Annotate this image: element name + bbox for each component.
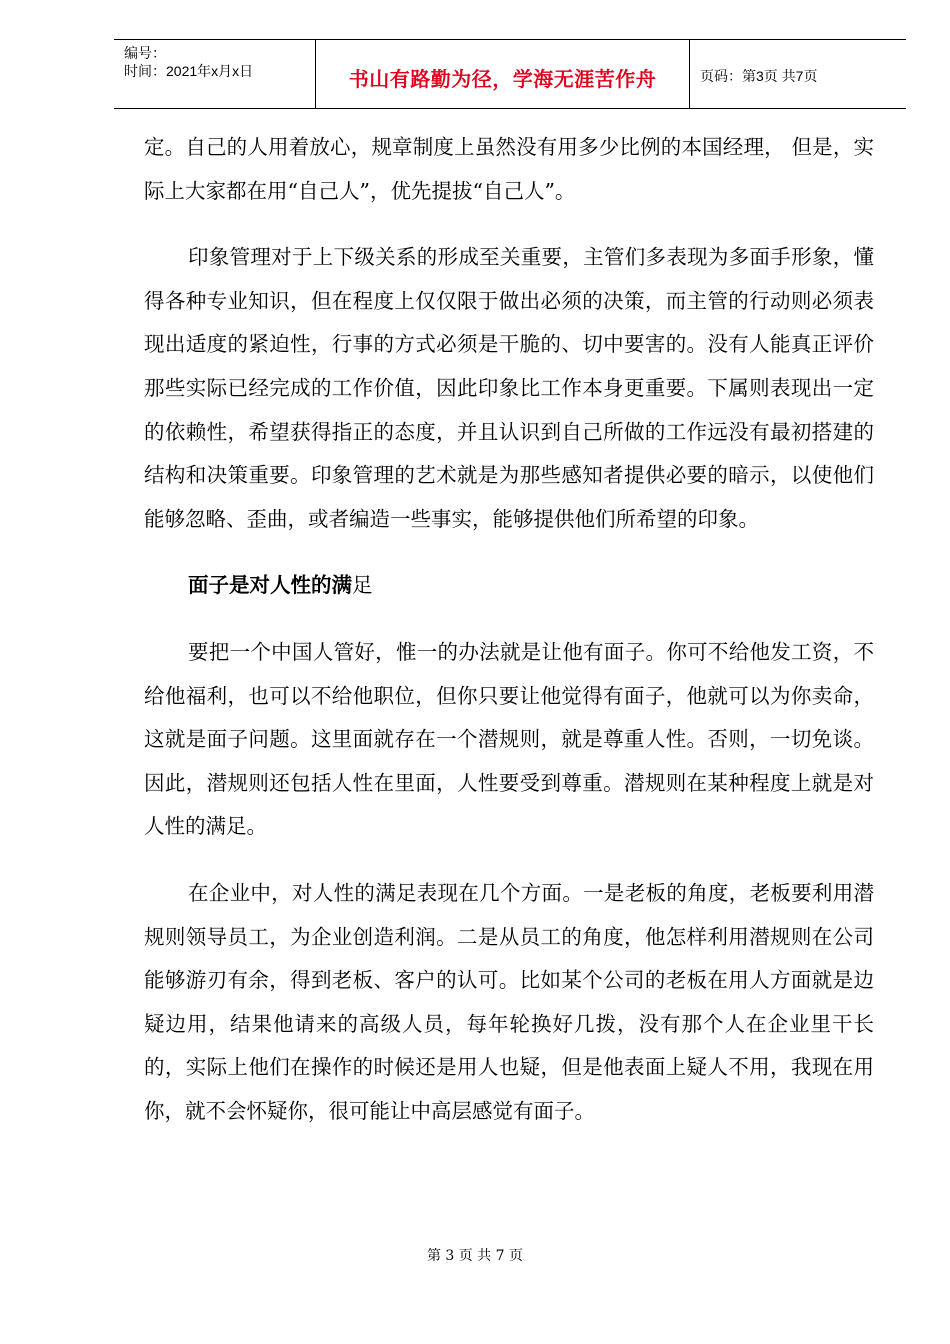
header-meta-cell — [114, 40, 316, 108]
heading-bold-text: 面子是对人性的满 — [188, 573, 352, 598]
page-info: 页码：第3页 共7页 — [700, 68, 818, 84]
paragraph-3: 要把一个中国人管好，惟一的办法就是让他有面子。你可不给他发工资，不给他福利，也可以不给他职位，但你只要让他觉得有面子，他就可以为你卖命，这就是面子问题。这里面就存在一个潜规则，就是尊重人性。否则，一切免谈。因此，潜规则还包括人性在里面，人性要受到尊重。潜规则在某种程度上就是对人性的满足。 — [144, 639, 874, 839]
serial-label: 编号： — [124, 45, 166, 61]
paragraph-2: 印象管理对于上下级关系的形成至关重要，主管们多表现为多面手形象，懂得各种专业知识，但在程度上仅仅限于做出必须的决策，而主管的行动则必须表现出适度的紧迫性，行事的方式必须是干脆的、切中要害的。没有人能真正评价那些实际已经完成的工作价值，因此印象比工作本身更重要。下属则表现出一定的依赖性，希望获得指正的态度，并且认识到自己所做的工作远没有最初搭建的结构和决策重要。印象管理的艺术就是为那些感知者提供必要的暗示，以使他们能够忽略、歪曲，或者编造一些事实，能够提供他们所希望的印象。 — [144, 245, 874, 531]
document-body — [144, 126, 874, 1133]
page-footer: 第 3 页 共 7 页 — [426, 1248, 524, 1264]
section-heading — [144, 564, 874, 608]
paragraph-4: 在企业中，对人性的满足表现在几个方面。一是老板的角度，老板要利用潜规则领导员工，为企业创造利润。二是从员工的角度，他怎样利用潜规则在公司能够游刃有余，得到老板、客户的认可。比如某个公司的老板在用人方面就是边疑边用，结果他请来的高级人员，每年轮换好几拨，没有那个人在企业里干长的，实际上他们在操作的时候还是用人也疑，但是他表面上疑人不用，我现在用你，就不会怀疑你，很可能让中高层感觉有面子。 — [144, 880, 874, 1123]
header-motto-cell — [316, 40, 690, 108]
heading-tail-text: 足 — [352, 573, 373, 598]
paragraph-1: 定。自己的人用着放心，规章制度上虽然没有用多少比例的本国经理， 但是，实际上大家都在用“自己人”，优先提拔“自己人”。 — [144, 135, 874, 203]
motto-text: 书山有路勤为径，学海无涯苦作舟 — [348, 67, 657, 91]
time-label: 时间：2021年x月x日 — [124, 63, 254, 79]
page-header — [114, 39, 906, 109]
header-page-cell — [690, 40, 906, 108]
